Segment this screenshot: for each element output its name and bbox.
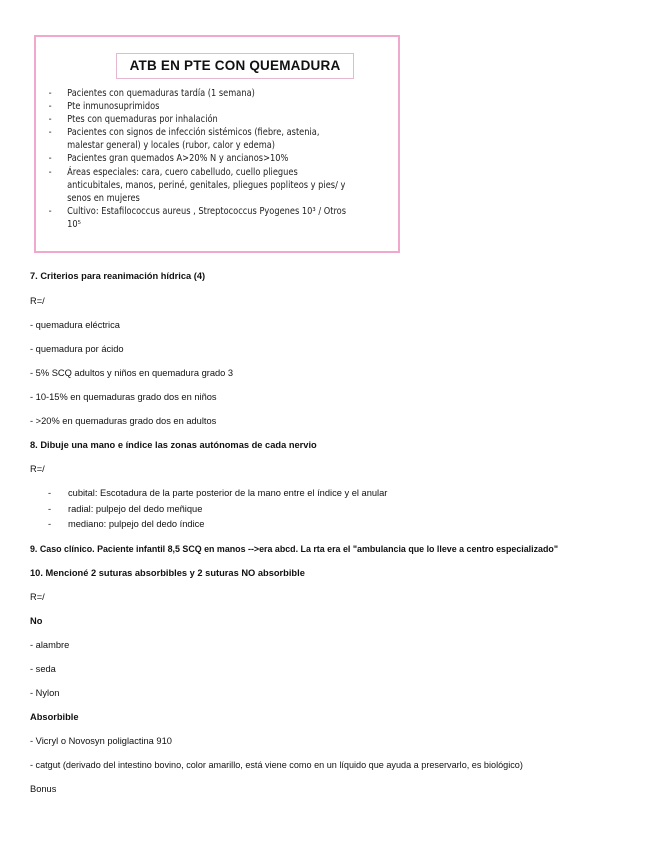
figure-list-item: - Pacientes con quemaduras tardía (1 semana) <box>46 87 354 100</box>
question-8-title: 8. Dibuje una mano e índice las zonas autónomas de cada nervio <box>30 440 317 450</box>
answer-label: R=/ <box>30 296 45 306</box>
figure-list-item: - Pte inmunosuprimidos <box>46 100 354 113</box>
bullet-item: - cubital: Escotadura de la parte posterior de la mano entre el índice y el anular <box>48 488 388 498</box>
answer-line: - 5% SCQ adultos y niños en quemadura grado 3 <box>30 368 234 378</box>
figure-list-item: - Áreas especiales: cara, cuero cabelludo, cuello pliegues anticubitales, manos, periné, genitales, pliegues popliteos y pies/ y senos en mujeres <box>46 166 354 205</box>
question-9-title: 9. Caso clínico. Paciente infantil 8,5 SCQ en manos -->era abcd. La rta era el "ambulancia que lo lleve a centro especializado" <box>30 544 559 554</box>
answer-line: - catgut (derivado del intestino bovino, color amarillo, está viene como en un líquido que ayuda a preservarlo, es biológico) <box>30 760 523 770</box>
question-10-title: 10. Mencioné 2 suturas absorbibles y 2 suturas NO absorbible <box>30 568 305 578</box>
figure-list-item: - Ptes con quemaduras por inhalación <box>46 113 354 126</box>
answer-line: - >20% en quemaduras grado dos en adultos <box>30 416 217 426</box>
absorbable-label: Absorbible <box>30 712 79 722</box>
answer-label: R=/ <box>30 592 45 602</box>
answer-line: - Nylon <box>30 688 60 698</box>
figure-list-item: - Cultivo: Estafilococcus aureus , Streptococcus Pyogenes 10³ / Otros 10⁵ <box>46 205 354 231</box>
answer-line: - alambre <box>30 640 70 650</box>
answer-line: - quemadura por ácido <box>30 344 124 354</box>
figure-title: ATB EN PTE CON QUEMADURA <box>116 53 354 79</box>
answer-line: - quemadura eléctrica <box>30 320 120 330</box>
figure-list-item: - Pacientes con signos de infección sistémicos (fiebre, astenia, malestar general) y locales (rubor, calor y edema) <box>46 126 354 152</box>
answer-line: - seda <box>30 664 56 674</box>
question-7-title: 7. Criterios para reanimación hídrica (4) <box>30 271 206 281</box>
bullet-item: - mediano: pulpejo del dedo índice <box>48 519 205 529</box>
bonus-label: Bonus <box>30 784 57 794</box>
figure-list <box>46 87 354 231</box>
figure-list-item: - Pacientes gran quemados A>20% N y ancianos>10% <box>46 152 354 165</box>
answer-label: R=/ <box>30 464 45 474</box>
non-absorbable-label: No <box>30 616 43 626</box>
burn-antibiotics-figure <box>34 35 400 253</box>
answer-line: - Vicryl o Novosyn poliglactina 910 <box>30 736 172 746</box>
answer-line: - 10-15% en quemaduras grado dos en niños <box>30 392 217 402</box>
bullet-item: - radial: pulpejo del dedo meñique <box>48 504 203 514</box>
